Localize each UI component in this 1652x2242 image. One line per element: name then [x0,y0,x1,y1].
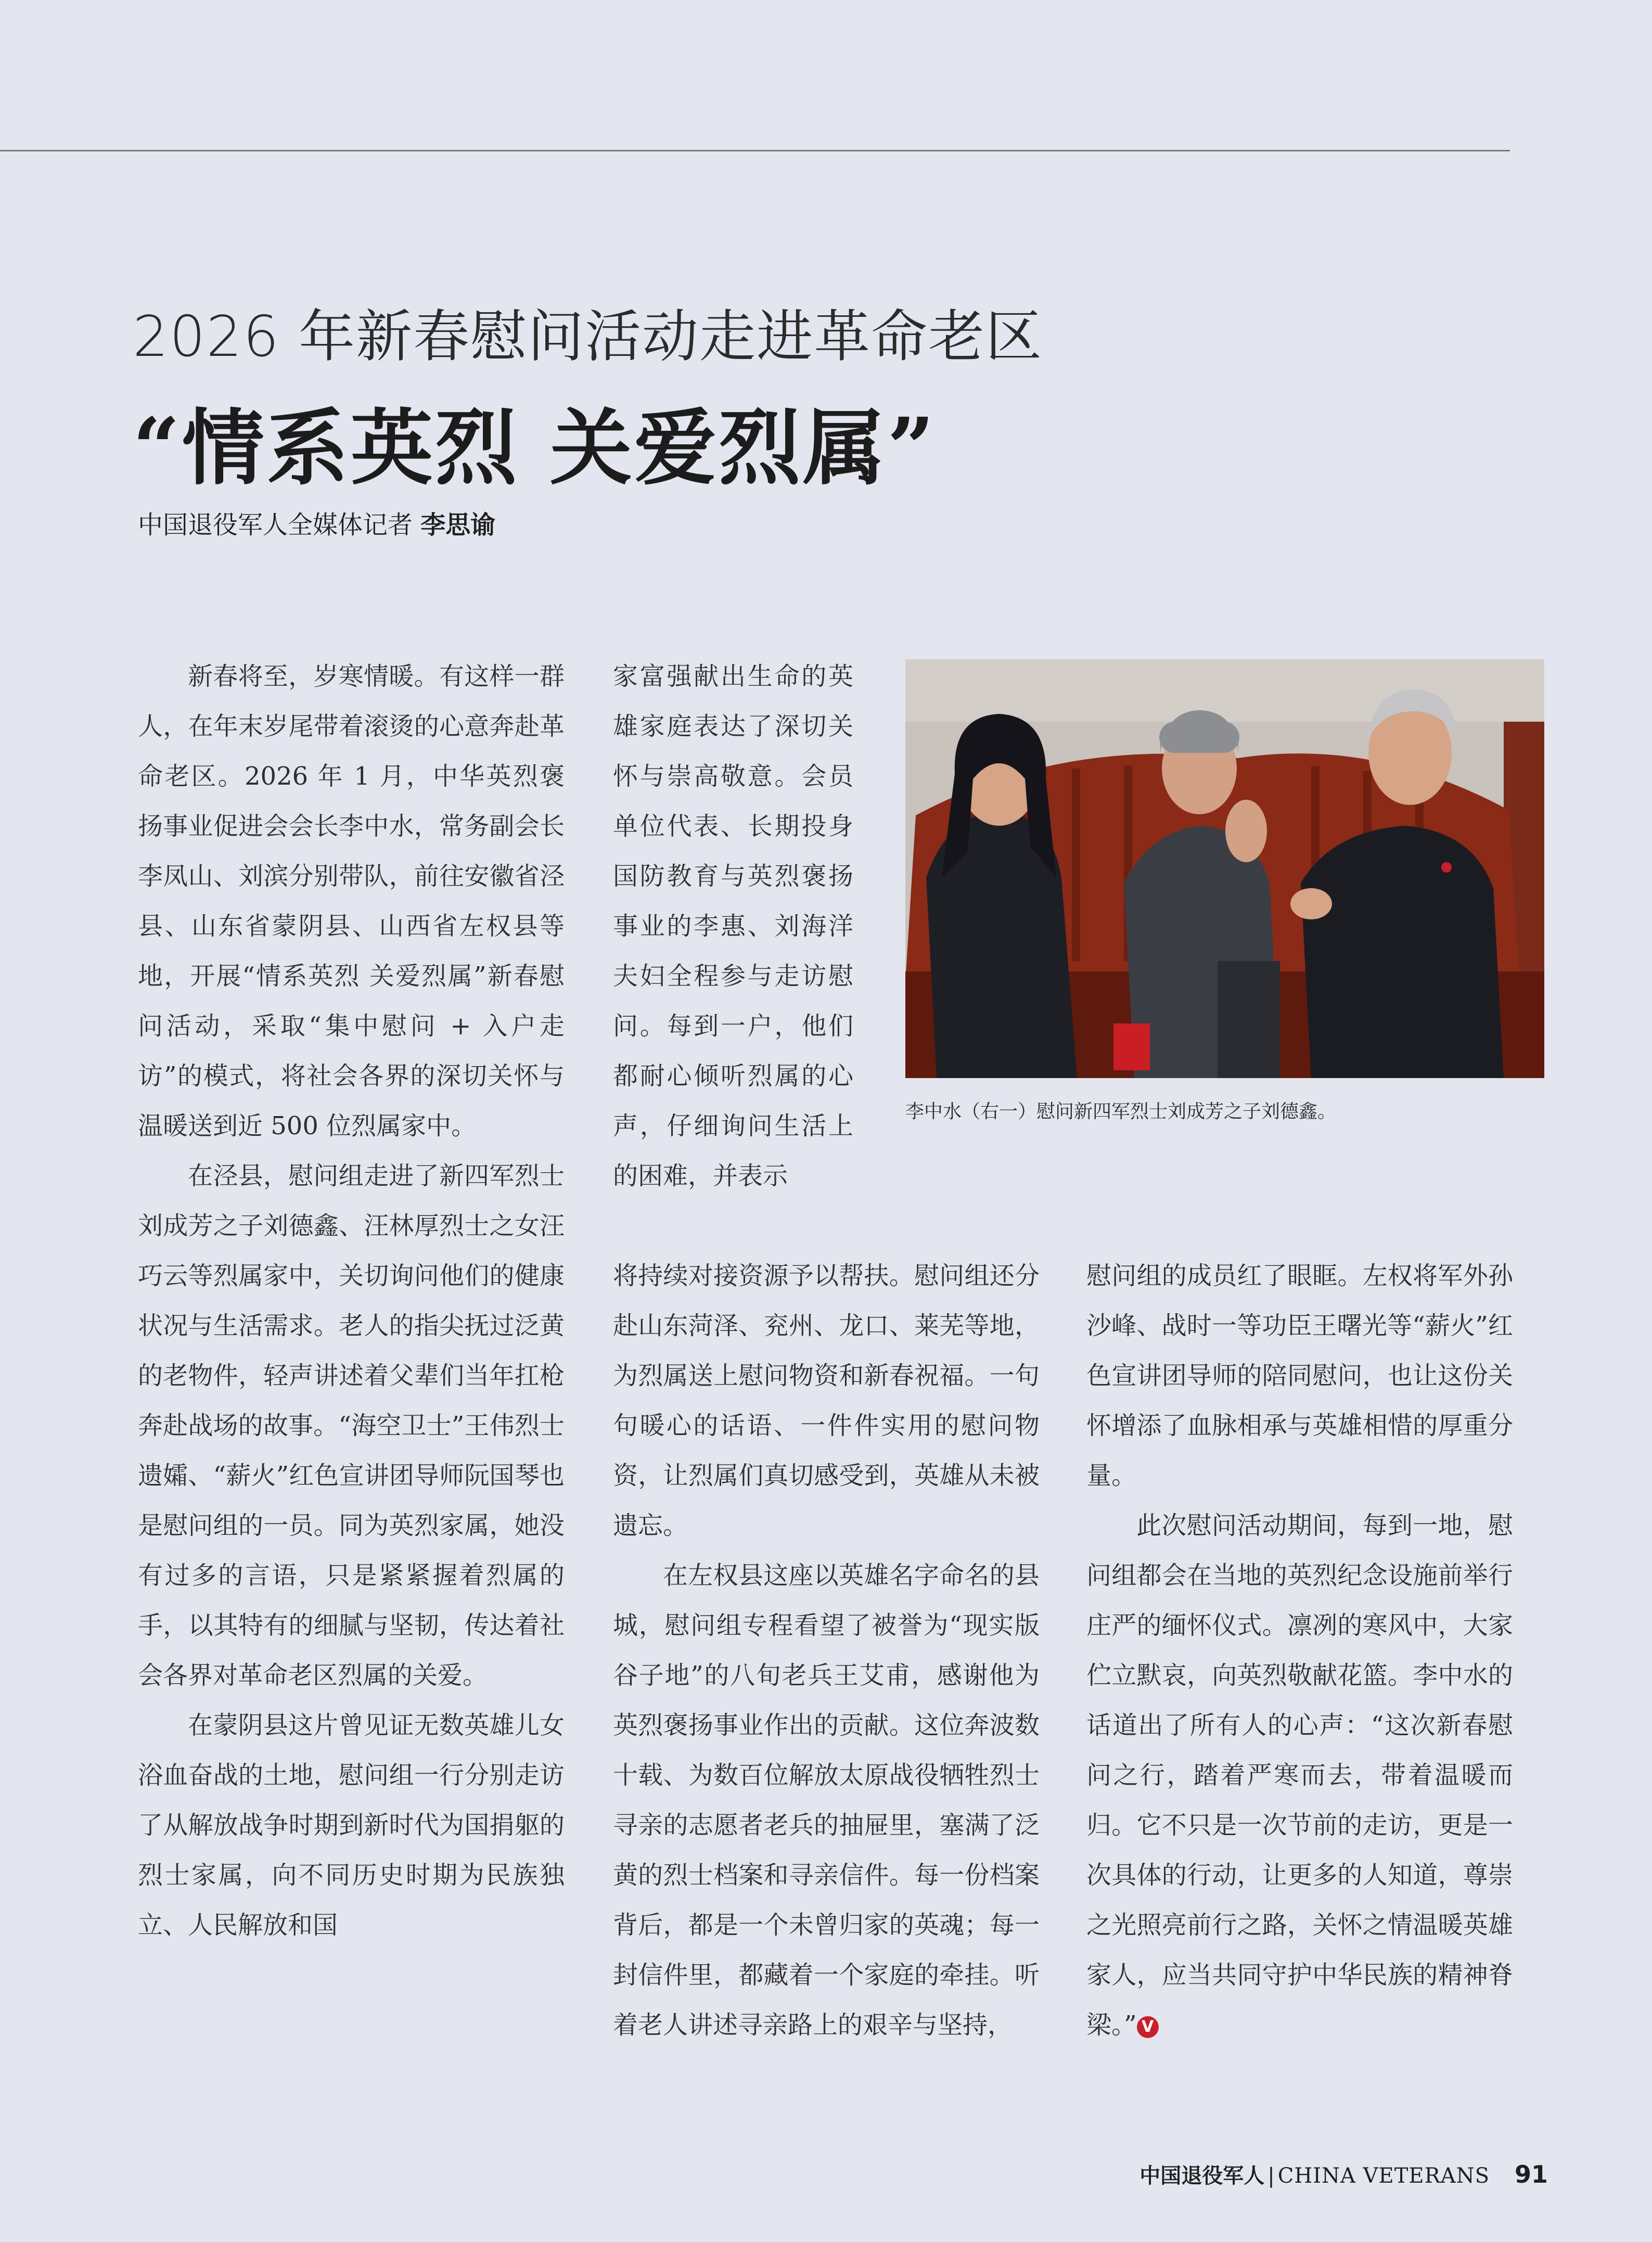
article-column-2-bottom [613,1251,1040,2050]
paragraph: 在左权县这座以英雄名字命名的县城，慰问组专程看望了被誉为“现实版谷子地”的八旬老兵王艾甫，感谢他为英烈褒扬事业作出的贡献。这位奔波数十载、为数百位解放太原战役牺牲烈士寻亲的志愿者老兵的抽屉里，塞满了泛黄的烈士档案和寻亲信件。每一份档案背后，都是一个未曾归家的英魂；每一封信件里，都藏着一个家庭的牵挂。听着老人讲述寻亲路上的艰辛与坚持， [613,1561,1040,2040]
end-mark-icon: V [1137,2016,1159,2038]
article-kicker: 2026 年新春慰问活动走进革命老区 [133,304,1043,369]
paragraph-text: 此次慰问活动期间，每到一地，慰问组都会在当地的英烈纪念设施前举行庄严的缅怀仪式。凛冽的寒风中，大家伫立默哀，向英烈敬献花篮。李中水的话道出了所有人的心声：“这次新春慰问之行，踏着严寒而去，带着温暖而归。它不只是一次节前的走访，更是一次具体的行动，让更多的人知道，尊崇之光照亮前行之路，关怀之情温暖英雄家人，应当共同守护中华民族的精神脊梁。” [1086,1511,1513,2040]
byline [138,505,495,541]
footer-separator: | [1267,2164,1275,2188]
article-column-2-top [613,651,853,1201]
paragraph: 在蒙阴县这片曾见证无数英雄儿女浴血奋战的土地，慰问组一行分别走访了从解放战争时期到新时代为国捐躯的烈士家属，向不同历史时期为民族独立、人民解放和国 [138,1711,565,1940]
paragraph: 在泾县，慰问组走进了新四军烈士刘成芳之子刘德鑫、汪林厚烈士之女汪巧云等烈属家中，关切询问他们的健康状况与生活需求。老人的指尖抚过泛黄的老物件，轻声讲述着父辈们当年扛枪奔赴战场的故事。“海空卫士”王伟烈士遗孀、“薪火”红色宣讲团导师阮国琴也是慰问组的一员。同为英烈家属，她没有过多的言语，只是紧紧握着烈属的手，以其特有的细腻与坚韧，传达着社会各界对革命老区烈属的关爱。 [138,1161,565,1690]
article-column-3 [1086,1251,1513,2050]
byline-author: 李思谕 [420,510,496,540]
footer-english-title: CHINA VETERANS [1277,2164,1490,2188]
paragraph: 将持续对接资源予以帮扶。慰问组还分赴山东菏泽、兖州、龙口、莱芜等地，为烈属送上慰问物资和新春祝福。一句句暖心的话语、一件件实用的慰问物资，让烈属们真切感受到，英雄从未被遗忘。 [613,1261,1040,1540]
byline-prefix: 中国退役军人全媒体记者 [138,510,421,540]
paragraph: 家富强献出生命的英雄家庭表达了深切关怀与崇高敬意。会员单位代表、长期投身国防教育与英烈褒扬事业的李惠、刘海洋夫妇全程参与走访慰问。每到一户，他们都耐心倾听烈属的心声，仔细询问生活上的困难，并表示 [613,662,853,1190]
footer-brand: 中国退役军人 [1139,2164,1265,2188]
page-number: 91 [1514,2160,1548,2188]
photo-illustration [905,659,1544,1078]
paragraph [1086,1501,1513,2050]
paragraph: 新春将至，岁寒情暖。有这样一群人，在年末岁尾带着滚烫的心意奔赴革命老区。2026 年 1 月，中华英烈褒扬事业促进会会长李中水，常务副会长李凤山、刘滨分别带队，前往安徽省泾县、山东省蒙阴县、山西省左权县等地，开展“情系英烈 关爱烈属”新春慰问活动，采取“集中慰问 + 入户走访”的模式，将社会各界的深切关怀与温暖送到近 500 位烈属家中。 [138,662,565,1141]
paragraph: 慰问组的成员红了眼眶。左权将军外孙沙峰、战时一等功臣王曙光等“薪火”红色宣讲团导师的陪同慰问，也让这份关怀增添了血脉相承与英雄相惜的厚重分量。 [1086,1261,1513,1490]
article-photo [905,659,1544,1078]
page-footer [1139,2159,1548,2189]
photo-caption: 李中水（右一）慰问新四军烈士刘成芳之子刘德鑫。 [905,1101,1337,1122]
article-headline: “情系英烈 关爱烈属” [133,400,937,496]
top-rule [0,150,1510,151]
article-column-1 [138,651,565,1950]
